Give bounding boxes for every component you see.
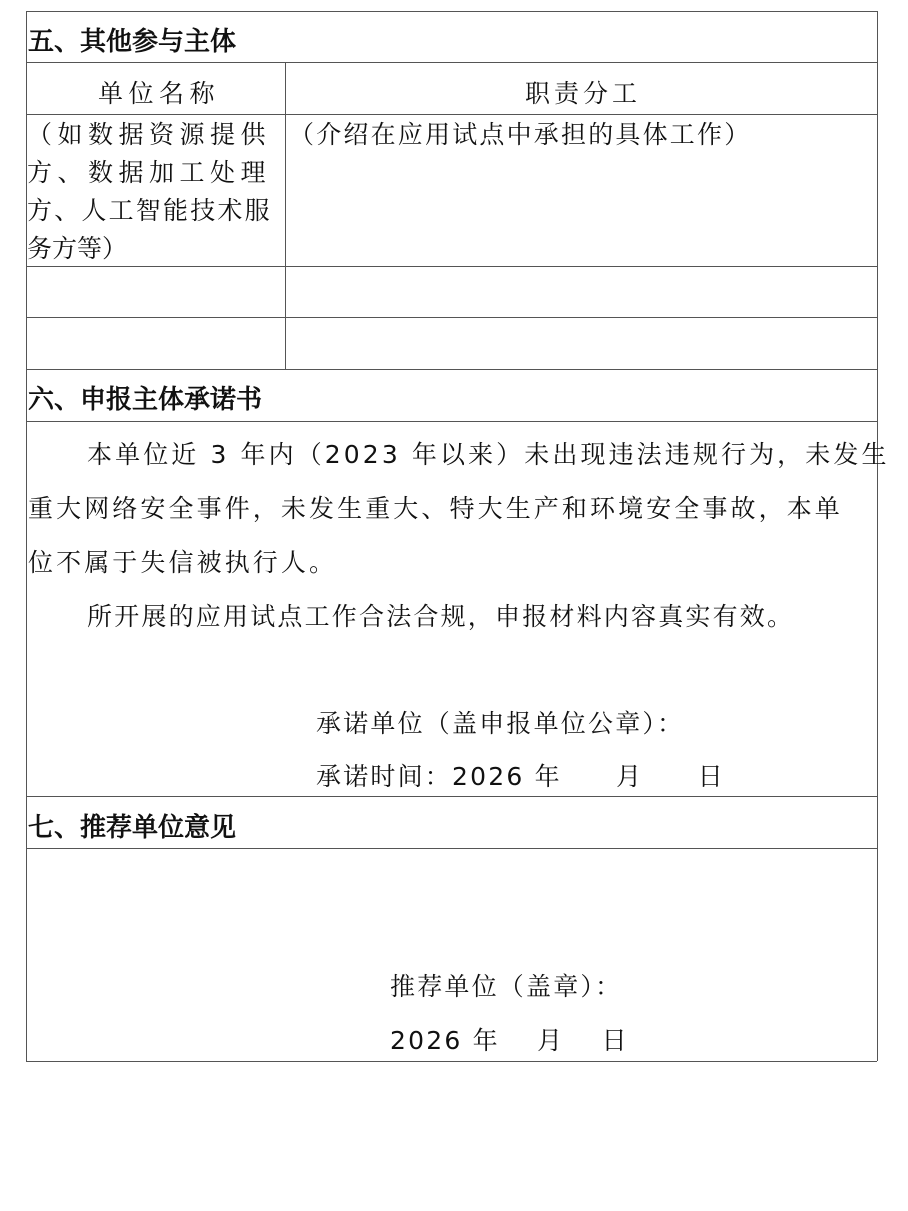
section7-heading: 七、推荐单位意见 — [28, 813, 237, 843]
table-bottom-border — [26, 1061, 877, 1062]
empty-duty-cell[interactable] — [286, 267, 876, 317]
row-divider — [26, 848, 877, 849]
recommendation-date-label: 2026 年 月 日 — [390, 1026, 629, 1055]
commitment-paragraph-line: 本单位近 3 年内（2023 年以来）未出现违法违规行为，未发生 — [87, 440, 890, 469]
unit-name-hint-line: 方、数据加工处理 — [27, 158, 272, 187]
row-divider — [26, 369, 877, 370]
commitment-paragraph-line: 重大网络安全事件，未发生重大、特大生产和环境安全事故，本单 — [28, 494, 843, 523]
section6-heading: 六、申报主体承诺书 — [28, 385, 263, 415]
empty-duty-cell[interactable] — [286, 318, 876, 368]
commitment-seal-label: 承诺单位（盖申报单位公章）： — [316, 709, 685, 738]
column-header-unit-name: 单位名称 — [98, 79, 221, 108]
unit-name-hint-line: 务方等） — [27, 234, 128, 263]
row-divider — [26, 114, 877, 115]
commitment-date-label: 承诺时间：2026 年 月 日 — [316, 762, 725, 791]
row-divider — [26, 421, 877, 422]
empty-unit-name-cell[interactable] — [27, 267, 284, 317]
unit-name-hint-line: 方、人工智能技术服 — [27, 196, 272, 225]
duty-hint: （介绍在应用试点中承担的具体工作） — [289, 120, 752, 149]
recommendation-seal-label: 推荐单位（盖章）： — [390, 972, 623, 1001]
table-right-border — [877, 11, 878, 1061]
commitment-paragraph-line: 位不属于失信被执行人。 — [28, 548, 338, 577]
row-divider — [26, 62, 877, 63]
empty-unit-name-cell[interactable] — [27, 318, 284, 368]
row-divider — [26, 796, 877, 797]
unit-name-hint-line: （如数据资源提供 — [27, 120, 272, 149]
commitment-paragraph-2: 所开展的应用试点工作合法合规，申报材料内容真实有效。 — [87, 602, 795, 631]
table-top-border — [26, 11, 877, 12]
column-header-duty: 职责分工 — [525, 79, 642, 108]
section5-heading: 五、其他参与主体 — [28, 27, 237, 57]
